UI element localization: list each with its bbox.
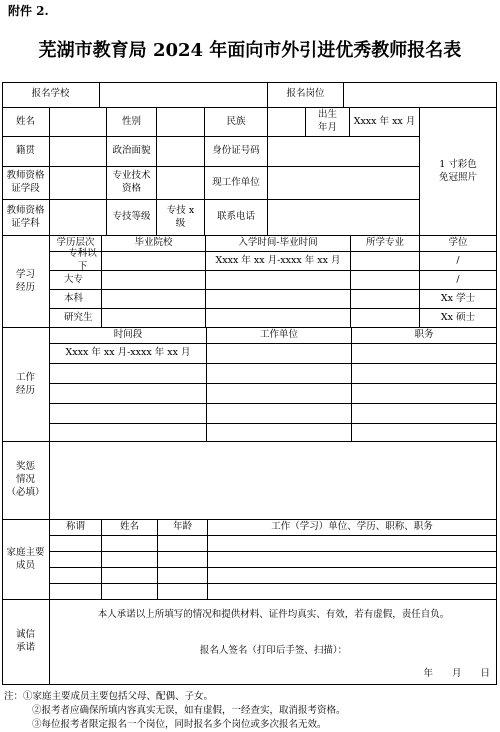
label-post: 报名岗位 xyxy=(268,82,344,108)
input-school[interactable] xyxy=(100,82,268,108)
work-header-unit: 工作单位 xyxy=(207,328,352,344)
input-cert-level[interactable] xyxy=(50,167,107,200)
input-gender[interactable] xyxy=(157,108,205,137)
edu-degree-2[interactable]: Xx 学士 xyxy=(420,290,497,309)
input-phone[interactable] xyxy=(268,200,420,236)
label-grade: 专技等级 xyxy=(107,200,157,236)
work-period-4[interactable] xyxy=(50,424,207,442)
input-ethnic[interactable] xyxy=(268,108,306,137)
work-unit-1[interactable] xyxy=(207,364,352,384)
family-header-work: 工作（学习）单位、学历、职称、职务 xyxy=(208,520,497,536)
edu-header-period: 入学时间-毕业时间 xyxy=(206,236,351,252)
photo-placeholder[interactable]: 1 寸彩色 免冠照片 xyxy=(420,108,497,236)
label-phone: 联系电话 xyxy=(205,200,268,236)
family-name-2[interactable] xyxy=(102,568,158,584)
family-header-relation: 称谓 xyxy=(50,520,102,536)
edu-degree-3[interactable]: Xx 硕士 xyxy=(420,309,497,328)
label-political: 政治面貌 xyxy=(107,137,157,167)
work-header-position: 职务 xyxy=(352,328,497,344)
edu-period-0[interactable]: Xxxx 年 xx 月-xxxx 年 xx 月 xyxy=(206,252,351,271)
label-pledge: 诚信 承诺 xyxy=(2,600,50,685)
note-prefix: 注： xyxy=(4,691,24,702)
edu-major-3[interactable] xyxy=(351,309,420,328)
label-gender: 性别 xyxy=(107,108,157,137)
input-name[interactable] xyxy=(50,108,107,137)
edu-level-3: 研究生 xyxy=(50,309,102,328)
attachment-number: 附件 2. xyxy=(8,4,49,18)
pledge-date: 年 月 日 xyxy=(423,668,490,679)
edu-header-level: 学历层次 xyxy=(50,236,102,252)
work-unit-3[interactable] xyxy=(207,404,352,424)
pledge-statement: 本人承诺以上所填写的情况和提供材料、证件均真实、有效，若有虚假，责任自负。 xyxy=(97,609,450,620)
label-education: 学习 经历 xyxy=(2,236,50,328)
work-position-1[interactable] xyxy=(352,364,497,384)
notes xyxy=(4,690,346,731)
label-cert-level: 教师资格 证学段 xyxy=(2,167,50,200)
label-ethnic: 民族 xyxy=(205,108,268,137)
edu-school-3[interactable] xyxy=(102,309,206,328)
edu-period-3[interactable] xyxy=(206,309,351,328)
edu-degree-1[interactable]: / xyxy=(420,271,497,290)
work-period-2[interactable] xyxy=(50,384,207,404)
edu-major-1[interactable] xyxy=(351,271,420,290)
work-position-2[interactable] xyxy=(352,384,497,404)
note-1: 注：①家庭主要成员主要包括父母、配偶、子女。 xyxy=(4,691,214,702)
edu-level-0: 专科以下 xyxy=(50,252,102,271)
edu-header-major: 所学专业 xyxy=(351,236,420,252)
family-age-2[interactable] xyxy=(158,568,208,584)
label-family: 家庭主要 成员 xyxy=(2,520,50,600)
family-name-3[interactable] xyxy=(102,584,158,600)
edu-header-degree: 学位 xyxy=(420,236,497,252)
edu-degree-0[interactable]: / xyxy=(420,252,497,271)
input-native[interactable] xyxy=(50,137,107,167)
family-name-0[interactable] xyxy=(102,536,158,552)
note-3: ③每位报考者限定报名一个岗位，同时报名多个岗位或多次报名无效。 xyxy=(32,718,327,730)
value-grade[interactable]: 专技 x 级 xyxy=(157,200,205,236)
work-header-period: 时间段 xyxy=(50,328,207,344)
work-unit-0[interactable] xyxy=(207,344,352,364)
family-header-age: 年龄 xyxy=(158,520,208,536)
work-period-3[interactable] xyxy=(50,404,207,424)
family-work-0[interactable] xyxy=(208,536,497,552)
family-work-1[interactable] xyxy=(208,552,497,568)
note-2: ②报考者应确保所填内容真实无误，如有虚假，一经查实，取消报考资格。 xyxy=(32,704,346,716)
pledge-signature: 报名人签名（打印后手签、扫描）： xyxy=(199,645,348,656)
family-relation-0[interactable] xyxy=(50,536,102,552)
label-id: 身份证号码 xyxy=(205,137,268,167)
edu-school-1[interactable] xyxy=(102,271,206,290)
work-position-0[interactable] xyxy=(352,344,497,364)
family-relation-1[interactable] xyxy=(50,552,102,568)
work-period-1[interactable] xyxy=(50,364,207,384)
input-cert-subject[interactable] xyxy=(50,200,107,236)
edu-period-2[interactable] xyxy=(206,290,351,309)
work-period-0[interactable]: Xxxx 年 xx 月-xxxx 年 xx 月 xyxy=(50,344,207,364)
label-native: 籍贯 xyxy=(2,137,50,167)
family-relation-2[interactable] xyxy=(50,568,102,584)
label-cert-subject: 教师资格 证学科 xyxy=(2,200,50,236)
input-tech-title[interactable] xyxy=(157,167,205,200)
input-id[interactable] xyxy=(268,137,420,167)
edu-header-school: 毕业院校 xyxy=(102,236,206,252)
input-awards[interactable] xyxy=(50,442,497,520)
edu-school-2[interactable] xyxy=(102,290,206,309)
edu-level-2: 本科 xyxy=(50,290,102,309)
label-tech-title: 专业技术 资格 xyxy=(107,167,157,200)
edu-school-0[interactable] xyxy=(102,252,206,271)
label-awards: 奖惩 情况 （必填） xyxy=(2,442,50,520)
family-age-0[interactable] xyxy=(158,536,208,552)
family-age-3[interactable] xyxy=(158,584,208,600)
label-school: 报名学校 xyxy=(2,82,100,108)
registration-form-table xyxy=(2,82,497,685)
edu-level-1: 大专 xyxy=(50,271,102,290)
input-post[interactable] xyxy=(344,82,497,108)
label-work: 工作 经历 xyxy=(2,328,50,442)
edu-period-1[interactable] xyxy=(206,271,351,290)
label-name: 姓名 xyxy=(2,108,50,137)
work-unit-4[interactable] xyxy=(207,424,352,442)
label-birth: 出生 年月 xyxy=(306,108,350,137)
family-name-1[interactable] xyxy=(102,552,158,568)
label-unit: 现工作单位 xyxy=(205,167,268,200)
family-work-3[interactable] xyxy=(208,584,497,600)
input-unit[interactable] xyxy=(268,167,420,200)
edu-major-0[interactable] xyxy=(351,252,420,271)
family-header-name: 姓名 xyxy=(102,520,158,536)
family-relation-3[interactable] xyxy=(50,584,102,600)
work-unit-2[interactable] xyxy=(207,384,352,404)
value-birth[interactable]: Xxxx 年 xx 月 xyxy=(350,108,420,137)
edu-major-2[interactable] xyxy=(351,290,420,309)
family-work-2[interactable] xyxy=(208,568,497,584)
family-age-1[interactable] xyxy=(158,552,208,568)
work-position-4[interactable] xyxy=(352,424,497,442)
input-political[interactable] xyxy=(157,137,205,167)
form-title: 芜湖市教育局 2024 年面向市外引进优秀教师报名表 xyxy=(38,40,462,61)
work-position-3[interactable] xyxy=(352,404,497,424)
